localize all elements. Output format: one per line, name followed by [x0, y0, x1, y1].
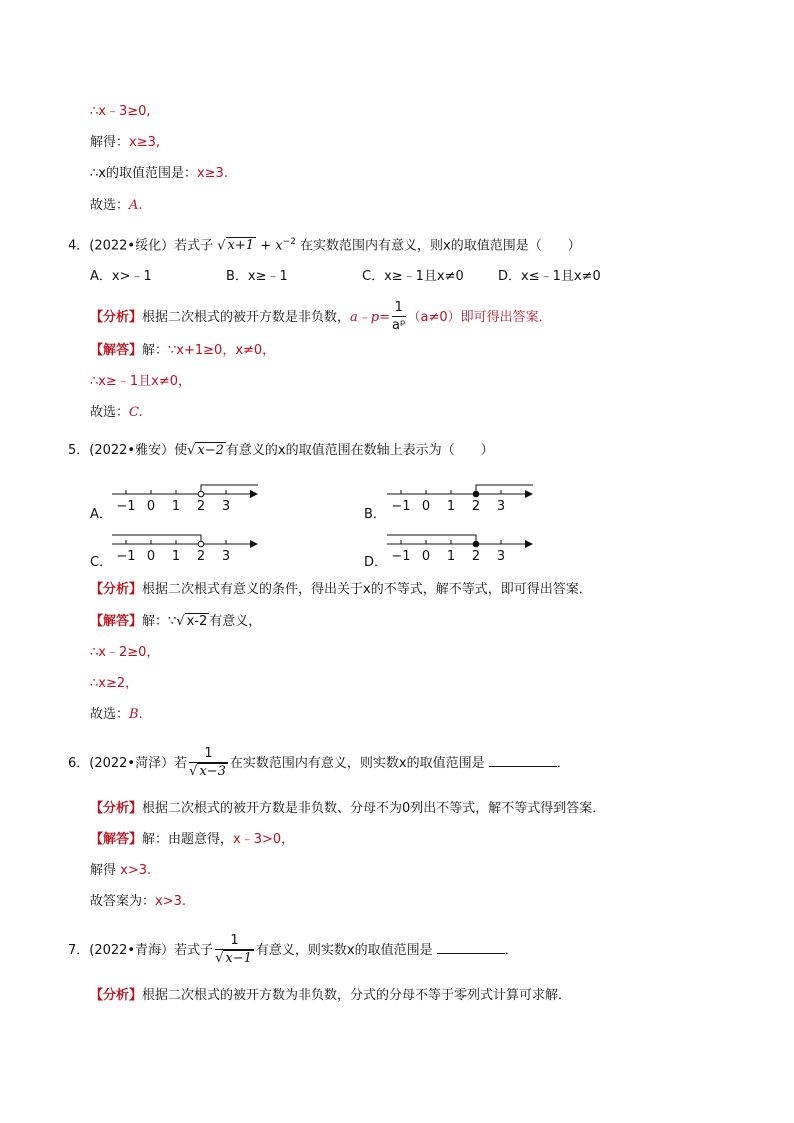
- analysis-tag: 【分析】: [90, 801, 143, 816]
- tick-label: 0: [146, 499, 156, 514]
- prev-line-3: [90, 164, 228, 184]
- tick-label: −1: [116, 499, 136, 514]
- analysis-tag: 【分析】: [90, 310, 143, 325]
- number-line-b: [385, 480, 545, 520]
- q5-answer: [90, 612, 261, 632]
- radicand: x−3: [199, 764, 226, 779]
- q4-answer: [90, 341, 275, 361]
- sqrt-icon: √: [187, 443, 196, 458]
- tick-label: 1: [171, 549, 181, 564]
- period: ．: [504, 943, 518, 958]
- number-line-d: [385, 530, 545, 570]
- sqrt-icon: √: [189, 764, 198, 779]
- tick-label: 0: [421, 499, 431, 514]
- tick-label: 2: [471, 549, 481, 564]
- answer-letter: B.: [129, 707, 143, 722]
- text: 解：∵: [142, 614, 177, 629]
- tick-label: 0: [421, 549, 431, 564]
- tick-label: 1: [446, 499, 456, 514]
- q6-answer-line-3: [90, 892, 186, 912]
- axis-arrow-icon: [250, 540, 258, 548]
- q5-option-c[interactable]: C．: [90, 555, 113, 570]
- open-point: [198, 491, 204, 497]
- period: ．: [556, 756, 570, 771]
- text: 解得: [90, 863, 117, 878]
- text: 解：由题意得，: [142, 832, 234, 847]
- q5-stem-text-2: 有意义的x的取值范围在数轴上表示为（ ）: [225, 443, 494, 458]
- text: 故选：: [90, 707, 130, 722]
- answer-letter: A.: [129, 198, 143, 213]
- tick-label: −1: [116, 549, 136, 564]
- q4-answer-line-3: [90, 403, 143, 423]
- formula: a﹣p=: [350, 310, 390, 325]
- text: 解得：: [90, 135, 130, 150]
- numerator: 1: [392, 300, 406, 317]
- q5-option-b[interactable]: B．: [364, 507, 386, 522]
- number-line-c: [110, 530, 270, 570]
- tick-label: −1: [391, 499, 411, 514]
- q4-stem-text: 4．(2022•绥化）若式子: [68, 238, 214, 254]
- text: ∴x的取值范围是：: [90, 166, 197, 181]
- q5-stem-text: 5．(2022•雅安）使: [68, 443, 188, 458]
- analysis-tag: 【分析】: [90, 582, 143, 597]
- analysis-text: 根据二次根式的被开方数是非负数，: [142, 310, 351, 325]
- plus: +: [260, 238, 272, 254]
- axis-arrow-icon: [525, 490, 533, 498]
- q4-option-c[interactable]: C．x≥﹣1且x≠0: [362, 269, 464, 284]
- text: 故选：: [90, 198, 130, 213]
- q5-option-d[interactable]: D．: [364, 555, 388, 570]
- math: x>3.: [120, 863, 152, 878]
- tick-label: 3: [221, 499, 231, 514]
- q6-analysis: [90, 799, 605, 819]
- q4-pow-base: x: [275, 238, 283, 254]
- q5-stem: [68, 441, 494, 461]
- tick-label: 2: [471, 499, 481, 514]
- tick-label: −1: [391, 549, 411, 564]
- q5-answer-line-2: ∴x﹣2≥0，: [90, 645, 160, 660]
- q6-fraction: [189, 746, 228, 781]
- solution-ray: [476, 485, 533, 494]
- q6-answer: [90, 830, 294, 850]
- q5-radicand: x−2: [197, 443, 224, 458]
- answer-tag: 【解答】: [90, 343, 143, 358]
- q6-stem-text-2: 在实数范围内有意义，则实数x的取值范围是: [229, 756, 485, 771]
- math: x≥3.: [196, 166, 228, 181]
- analysis-text-2: （a≠0）即可得出答案．: [407, 310, 552, 325]
- tick-label: 0: [146, 549, 156, 564]
- axis-arrow-icon: [525, 540, 533, 548]
- axis-arrow-icon: [250, 490, 258, 498]
- q6-answer-line-2: [90, 861, 151, 881]
- sqrt-icon: √: [176, 614, 185, 629]
- number-line-a: [110, 480, 270, 520]
- sqrt-icon: √: [215, 951, 224, 966]
- answer-tag: 【解答】: [90, 832, 143, 847]
- tick-label: 2: [196, 549, 206, 564]
- text-2: 有意义，: [209, 614, 262, 629]
- sqrt-icon: √: [217, 238, 226, 254]
- numerator: 1: [215, 933, 254, 950]
- q4-stem: [68, 232, 581, 256]
- q7-stem-text: 7．(2022•青海）若式子: [68, 943, 214, 958]
- q7-answer-blank[interactable]: [437, 940, 505, 954]
- q4-option-d[interactable]: D．x≤﹣1且x≠0: [498, 269, 601, 284]
- q4-analysis: [90, 300, 552, 335]
- tick-label: 3: [496, 549, 506, 564]
- q7-stem-text-2: 有意义，则实数x的取值范围是: [255, 943, 433, 958]
- text: 故答案为：: [90, 894, 156, 909]
- math: x﹣3>0，: [233, 832, 295, 847]
- text: 解：: [142, 343, 169, 358]
- q6-stem: [68, 746, 570, 781]
- denominator: aᵖ: [392, 318, 406, 333]
- q5-analysis: [90, 580, 592, 600]
- q4-pow-exp: −2: [282, 237, 296, 247]
- prev-line-4: [90, 196, 143, 216]
- math: ∵x+1≥0，x≠0，: [168, 343, 276, 358]
- prev-line-1: ∴x﹣3≥0,: [90, 104, 151, 119]
- solution-ray: [201, 485, 258, 494]
- radicand: x−1: [225, 951, 252, 966]
- q5-answer-line-4: [90, 705, 143, 725]
- tick-label: 3: [496, 499, 506, 514]
- math: x>3.: [155, 894, 187, 909]
- math: x≥3,: [129, 135, 161, 150]
- q4-radicand: x+1: [227, 238, 255, 254]
- filled-point: [473, 541, 479, 547]
- answer-letter: C.: [129, 405, 143, 420]
- q5-option-a[interactable]: A．: [90, 507, 112, 522]
- analysis-tag: 【分析】: [90, 988, 143, 1003]
- q4-fraction: [392, 300, 406, 335]
- q6-stem-text: 6．(2022•菏泽）若: [68, 756, 188, 771]
- q4-option-a[interactable]: A．x>﹣1: [90, 269, 152, 284]
- radicand: x-2: [186, 614, 208, 629]
- analysis-text: 根据二次根式的被开方数为非负数，分式的分母不等于零列式计算可求解．: [142, 988, 572, 1003]
- analysis-text: 根据二次根式有意义的条件，得出关于x的不等式，解不等式，即可得出答案．: [142, 582, 592, 597]
- tick-label: 1: [446, 549, 456, 564]
- tick-label: 3: [221, 549, 231, 564]
- q7-analysis: [90, 986, 571, 1006]
- answer-tag: 【解答】: [90, 614, 143, 629]
- tick-label: 1: [171, 499, 181, 514]
- prev-line-2: [90, 133, 160, 153]
- tick-label: 2: [196, 499, 206, 514]
- filled-point: [473, 491, 479, 497]
- analysis-text: 根据二次根式的被开方数是非负数、分母不为0列出不等式，解不等式得到答案．: [142, 801, 606, 816]
- solution-ray: [387, 535, 476, 544]
- q7-stem: [68, 933, 518, 968]
- open-point: [198, 541, 204, 547]
- numerator: 1: [189, 746, 228, 763]
- solution-ray: [112, 535, 201, 544]
- text: 故选：: [90, 405, 130, 420]
- q4-option-b[interactable]: B．x≥﹣1: [226, 269, 288, 284]
- q6-answer-blank[interactable]: [489, 753, 557, 767]
- q4-answer-line-2: ∴x≥﹣1且x≠0，: [90, 374, 191, 389]
- q5-answer-line-3: ∴x≥2，: [90, 676, 139, 691]
- q4-stem-text-2: 在实数范围内有意义，则x的取值范围是（ ）: [300, 238, 581, 254]
- q7-fraction: [215, 933, 254, 968]
